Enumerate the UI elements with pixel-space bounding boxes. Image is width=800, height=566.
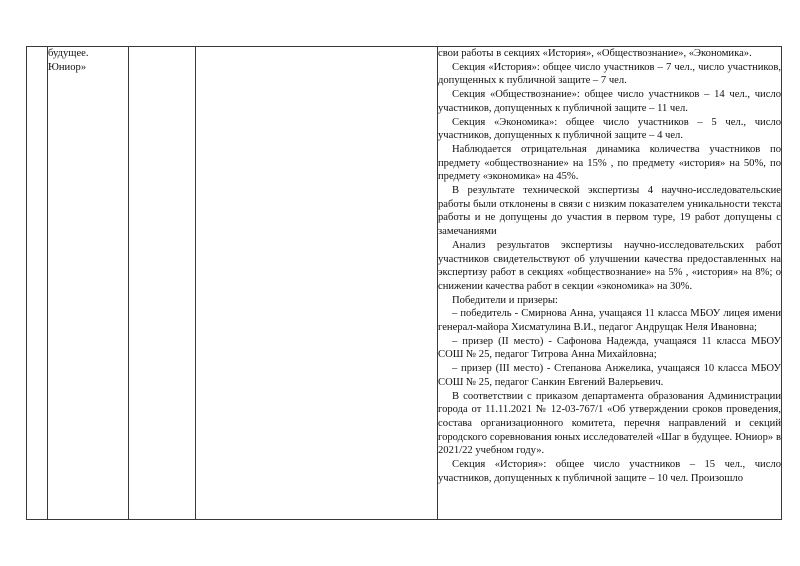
cell-date	[129, 47, 196, 520]
report-table	[26, 46, 782, 520]
paragraph: Секция «История»: общее число участников – 15 чел., число участников, допущенных к публичной защите – 10 чел. Произошло	[438, 459, 781, 484]
cell-event-name	[48, 47, 129, 520]
paragraph: Секция «Экономика»: общее число участников – 5 чел., число участников, допущенных к публичной защите – 4 чел.	[438, 116, 781, 142]
paragraph: Наблюдается отрицательная динамика количества участников по предмету «обществознание» на 15% , по предмету «история» на 50%, по предмету «экономика» на 45%.	[438, 143, 781, 183]
paragraph: – призер (III место) - Степанова Анжелика, учащаяся 10 класса МБОУ СОШ № 25, педагог Санкин Евгений Валерьевич.	[438, 363, 781, 388]
paragraph: Анализ результатов экспертизы научно-исследовательских работ участников свидетельствуют об улучшении качества предоставленных на экспертизу работ в секциях «обществознание» на 5% , «история» на 8%; о снижении качества работ в секции «экономика» на 30%.	[438, 239, 781, 292]
event-name-line: будущее.	[48, 48, 89, 59]
event-name-line: Юниор»	[48, 61, 87, 73]
paragraph: Секция «Обществознание»: общее число участников – 14 чел., число участников, допущенных к публичной защите – 11 чел.	[438, 89, 781, 114]
table-row	[27, 47, 782, 520]
cell-participants	[196, 47, 438, 520]
paragraph: В соответствии с приказом департамента образования Администрации города от 11.11.2021 № 12-03-767/1 «Об утверждении сроков проведения, состава организационного комитета, перечня направлений и секций городского соревнования юных исследователей «Шаг в будущее. Юниор» в 2021/22 учебном году».	[438, 390, 781, 457]
paragraph: – призер (II место) - Сафонова Надежда, учащаяся 11 класса МБОУ СОШ № 25, педагог Титрова Анна Михайловна;	[438, 335, 781, 361]
cell-results	[438, 47, 782, 520]
cell-number	[27, 47, 48, 520]
paragraph: Победители и призеры:	[452, 294, 558, 306]
paragraph: Секция «История»: общее число участников – 7 чел., число участников, допущенных к публичной защите – 7 чел.	[438, 61, 781, 87]
paragraph: свои работы в секциях «История», «Обществознание», «Экономика».	[438, 48, 752, 59]
paragraph: – победитель - Смирнова Анна, учащаяся 11 класса МБОУ лицея имени генерал-майора Хисматулина В.И., педагог Андрущак Неля Ивановна;	[438, 308, 781, 334]
paragraph: В результате технической экспертизы 4 научно-исследовательские работы были отклонены в связи с низким показателем уникальности текста работы и не допущены до участия в первом туре, 19 работ допущены с замечаниями	[438, 185, 781, 238]
